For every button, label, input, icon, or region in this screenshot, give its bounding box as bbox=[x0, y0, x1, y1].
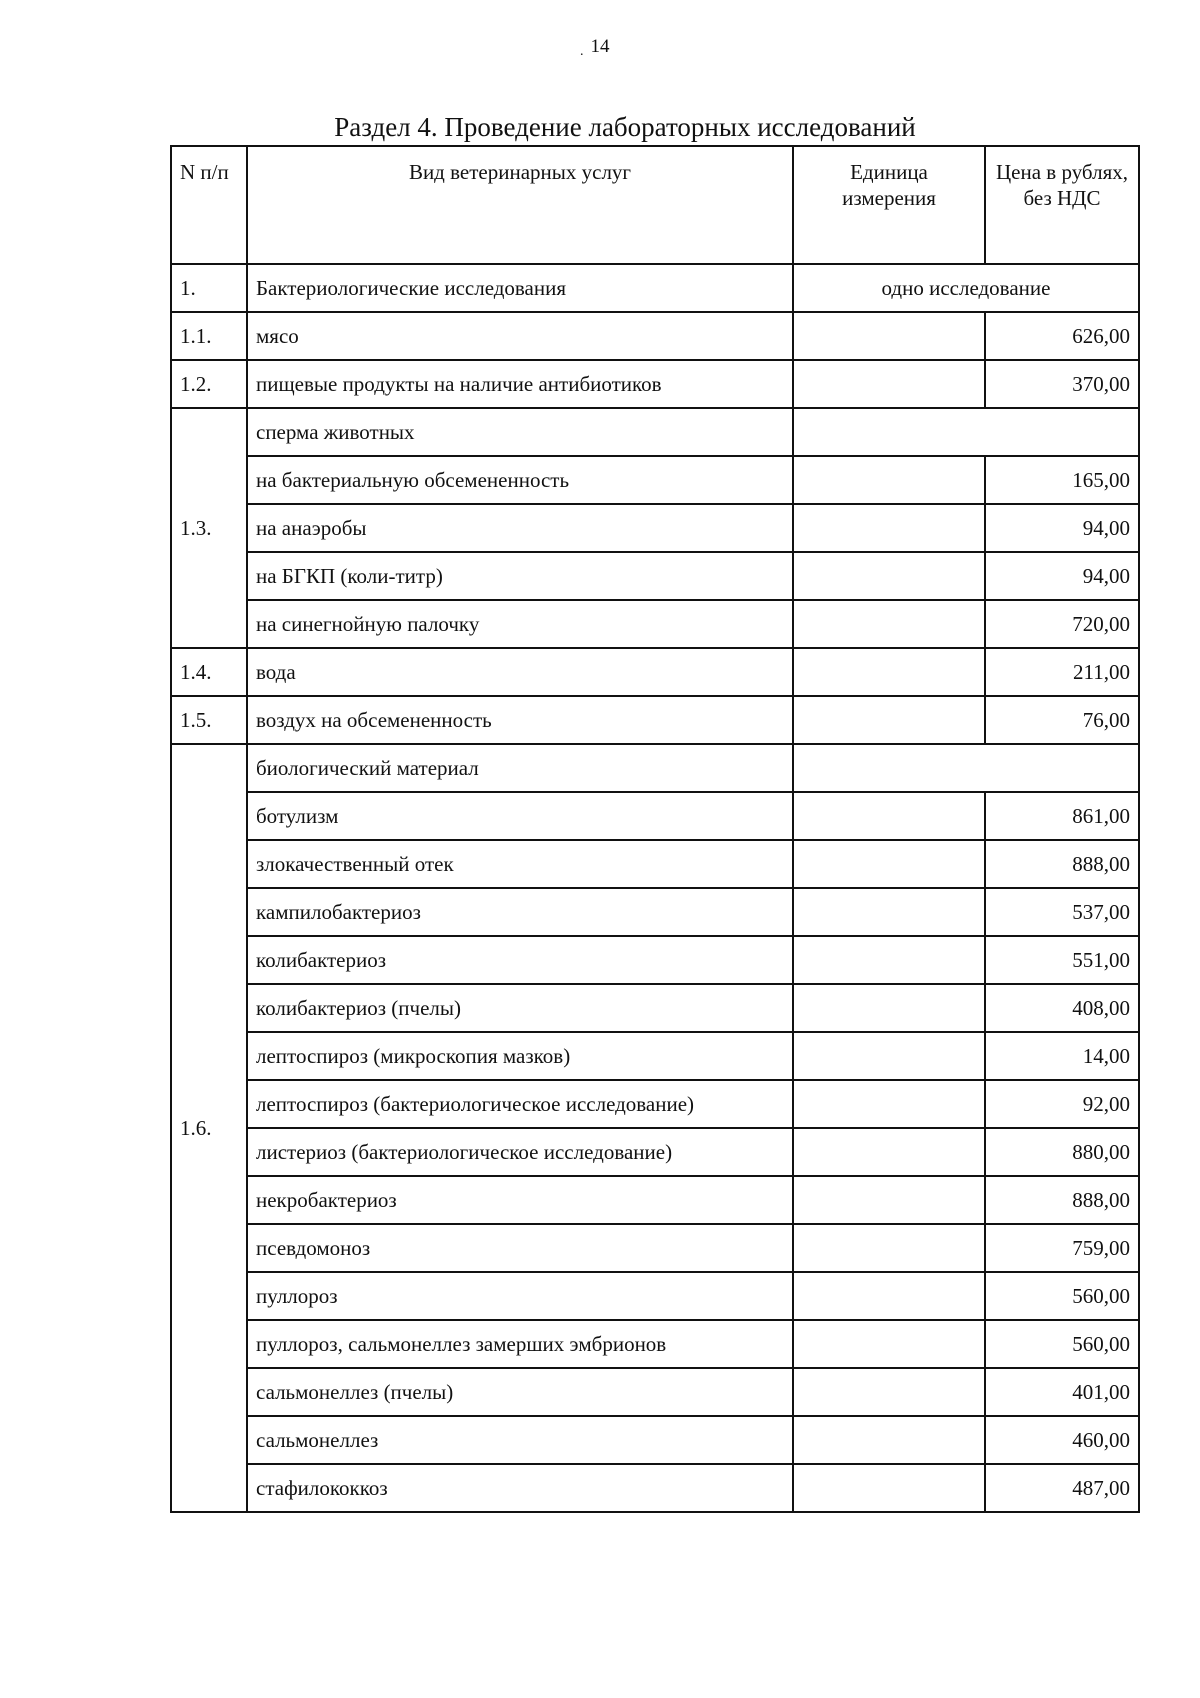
row-num: 1.3. bbox=[171, 408, 247, 648]
row-price: 76,00 bbox=[985, 696, 1139, 744]
table-row bbox=[171, 1320, 1139, 1368]
row-name: злокачественный отек bbox=[247, 840, 793, 888]
table-row bbox=[171, 1416, 1139, 1464]
table-row bbox=[171, 552, 1139, 600]
row-unit bbox=[793, 696, 985, 744]
row-price: 720,00 bbox=[985, 600, 1139, 648]
row-unit bbox=[793, 456, 985, 504]
row-unit bbox=[793, 888, 985, 936]
section-row bbox=[171, 264, 1139, 312]
header-price: Цена в рублях, без НДС bbox=[985, 146, 1139, 264]
row-price: 759,00 bbox=[985, 1224, 1139, 1272]
row-price: 888,00 bbox=[985, 840, 1139, 888]
page-number bbox=[0, 36, 1200, 58]
row-price: 861,00 bbox=[985, 792, 1139, 840]
row-name: на БГКП (коли-титр) bbox=[247, 552, 793, 600]
row-unit bbox=[793, 1224, 985, 1272]
table-header-row bbox=[171, 146, 1139, 264]
row-name: биологический материал bbox=[247, 744, 793, 792]
row-unit bbox=[793, 648, 985, 696]
row-name: некробактериоз bbox=[247, 1176, 793, 1224]
row-unit bbox=[793, 840, 985, 888]
table-row bbox=[171, 744, 1139, 792]
table-row bbox=[171, 888, 1139, 936]
row-name: стафилококкоз bbox=[247, 1464, 793, 1512]
table-row bbox=[171, 648, 1139, 696]
row-name: пуллороз, сальмонеллез замерших эмбрионов bbox=[247, 1320, 793, 1368]
table-row bbox=[171, 456, 1139, 504]
row-num: 1.2. bbox=[171, 360, 247, 408]
table-row bbox=[171, 1032, 1139, 1080]
row-name: лептоспироз (микроскопия мазков) bbox=[247, 1032, 793, 1080]
table-row bbox=[171, 1224, 1139, 1272]
table-row bbox=[171, 1080, 1139, 1128]
row-name: вода bbox=[247, 648, 793, 696]
row-name: колибактериоз bbox=[247, 936, 793, 984]
header-unit: Единица измерения bbox=[793, 146, 985, 264]
row-name: пуллороз bbox=[247, 1272, 793, 1320]
table-row bbox=[171, 504, 1139, 552]
row-unit bbox=[793, 1416, 985, 1464]
section-name: Бактериологические исследования bbox=[247, 264, 793, 312]
row-unit bbox=[793, 744, 1139, 792]
row-name: на анаэробы bbox=[247, 504, 793, 552]
row-num: 1.4. bbox=[171, 648, 247, 696]
row-price: 487,00 bbox=[985, 1464, 1139, 1512]
page-number-value: 14 bbox=[590, 36, 610, 57]
row-unit bbox=[793, 1272, 985, 1320]
row-price: 14,00 bbox=[985, 1032, 1139, 1080]
table-row bbox=[171, 840, 1139, 888]
row-unit bbox=[793, 552, 985, 600]
row-name: на бактериальную обсемененность bbox=[247, 456, 793, 504]
row-name: лептоспироз (бактериологическое исследование) bbox=[247, 1080, 793, 1128]
row-name: псевдомоноз bbox=[247, 1224, 793, 1272]
row-unit bbox=[793, 408, 1139, 456]
row-price: 92,00 bbox=[985, 1080, 1139, 1128]
table-row bbox=[171, 312, 1139, 360]
row-name: пищевые продукты на наличие антибиотиков bbox=[247, 360, 793, 408]
row-name: на синегнойную палочку bbox=[247, 600, 793, 648]
section-title: Раздел 4. Проведение лабораторных исследований bbox=[334, 112, 916, 142]
table-row bbox=[171, 408, 1139, 456]
table-row bbox=[171, 1272, 1139, 1320]
row-name: кампилобактериоз bbox=[247, 888, 793, 936]
row-unit bbox=[793, 984, 985, 1032]
row-price: 94,00 bbox=[985, 552, 1139, 600]
row-name: листериоз (бактериологическое исследование) bbox=[247, 1128, 793, 1176]
row-price: 211,00 bbox=[985, 648, 1139, 696]
row-unit bbox=[793, 1080, 985, 1128]
row-name: мясо bbox=[247, 312, 793, 360]
row-num: 1.1. bbox=[171, 312, 247, 360]
row-name: сальмонеллез (пчелы) bbox=[247, 1368, 793, 1416]
table-row bbox=[171, 600, 1139, 648]
header-num: N п/п bbox=[171, 146, 247, 264]
row-price: 94,00 bbox=[985, 504, 1139, 552]
row-price: 408,00 bbox=[985, 984, 1139, 1032]
header-service: Вид ветеринарных услуг bbox=[247, 146, 793, 264]
row-unit bbox=[793, 312, 985, 360]
row-price: 460,00 bbox=[985, 1416, 1139, 1464]
row-name: ботулизм bbox=[247, 792, 793, 840]
row-price: 370,00 bbox=[985, 360, 1139, 408]
row-price: 560,00 bbox=[985, 1320, 1139, 1368]
row-unit bbox=[793, 1464, 985, 1512]
row-unit bbox=[793, 504, 985, 552]
table-row bbox=[171, 792, 1139, 840]
table-row bbox=[171, 984, 1139, 1032]
row-name: сперма животных bbox=[247, 408, 793, 456]
row-price: 888,00 bbox=[985, 1176, 1139, 1224]
row-name: воздух на обсемененность bbox=[247, 696, 793, 744]
row-unit bbox=[793, 936, 985, 984]
row-price: 401,00 bbox=[985, 1368, 1139, 1416]
row-unit bbox=[793, 1368, 985, 1416]
table-row bbox=[171, 1464, 1139, 1512]
row-unit bbox=[793, 1320, 985, 1368]
row-unit bbox=[793, 1176, 985, 1224]
table-row bbox=[171, 1176, 1139, 1224]
table-row bbox=[171, 696, 1139, 744]
row-unit bbox=[793, 360, 985, 408]
row-name: колибактериоз (пчелы) bbox=[247, 984, 793, 1032]
table-row bbox=[171, 360, 1139, 408]
row-price: 626,00 bbox=[985, 312, 1139, 360]
row-price: 560,00 bbox=[985, 1272, 1139, 1320]
row-price: 165,00 bbox=[985, 456, 1139, 504]
row-unit bbox=[793, 792, 985, 840]
table-row bbox=[171, 936, 1139, 984]
price-table bbox=[170, 145, 1140, 1513]
section-unit: одно исследование bbox=[793, 264, 1139, 312]
section-num: 1. bbox=[171, 264, 247, 312]
table-row bbox=[171, 1368, 1139, 1416]
row-unit bbox=[793, 600, 985, 648]
row-num: 1.5. bbox=[171, 696, 247, 744]
table-row bbox=[171, 1128, 1139, 1176]
row-num: 1.6. bbox=[171, 744, 247, 1512]
page-mark: . bbox=[580, 44, 584, 59]
row-unit bbox=[793, 1032, 985, 1080]
row-price: 537,00 bbox=[985, 888, 1139, 936]
row-price: 551,00 bbox=[985, 936, 1139, 984]
row-price: 880,00 bbox=[985, 1128, 1139, 1176]
row-unit bbox=[793, 1128, 985, 1176]
row-name: сальмонеллез bbox=[247, 1416, 793, 1464]
